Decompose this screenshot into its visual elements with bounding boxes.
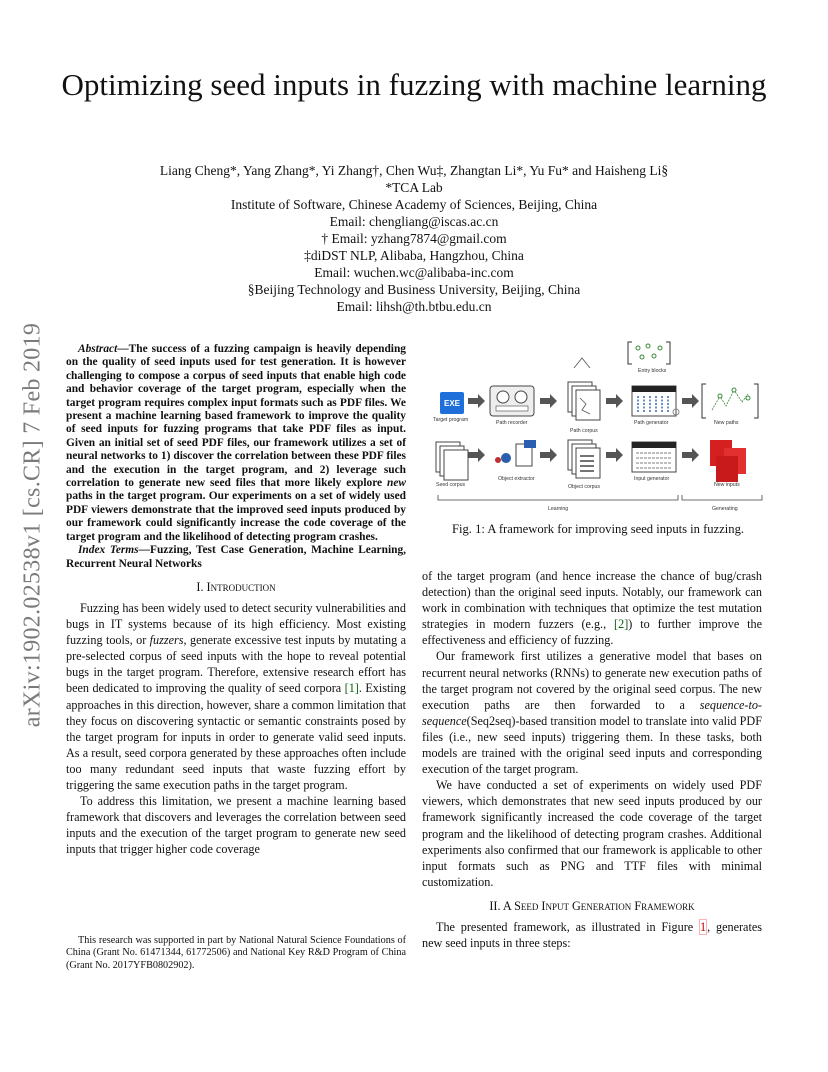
label-new-inputs: New inputs — [714, 482, 740, 488]
generating-bracket — [682, 495, 762, 500]
paper-title: Optimizing seed inputs in fuzzing with machine learning — [61, 67, 767, 102]
paragraph: Fuzzing has been widely used to detect security vulnerabilities and bugs in IT systems because of its high efficiency. Most existing fuzzing tools, or fuzzers, generate excessive test inputs by mutating a pre-selected corpus of seed inputs with the hope to reveal potential bugs in the target program. Therefore, extensive research effort has been dedicated to improving the quality of seed corpora [1]. Existing approaches in this direction, however, share a common limitation that they focus on discovering syntactic or semantic constraints posed by the target program for inputs in order to generate valid seed inputs. As a result, seed corpora generated by these approaches often include too many redundant seed inputs that waste fuzzing effort by triggering the same execution paths in the target program. — [66, 601, 406, 793]
affiliation-line: Email: lihsh@th.btbu.edu.cn — [336, 299, 492, 314]
label-entry-blocks: Entry blocks — [638, 368, 667, 374]
new-inputs-icon — [710, 440, 746, 482]
svg-text:EXE: EXE — [444, 399, 461, 408]
paragraph: We have conducted a set of experiments on widely used PDF viewers, which demonstrates that new seed inputs produced by our framework significantly increased the code coverage of the target program and the likelihood of detecting program crashes. Additional experiments also confirmed that our framework is applicable to other input formats such as PNG and TTF files with minimal customization. — [422, 778, 762, 889]
author-names: Liang Cheng*, Yang Zhang*, Yi Zhang†, Chen Wu‡, Zhangtan Li*, Yu Fu* and Haisheng Li§ — [159, 163, 669, 178]
paragraph: of the target program (and hence increase the chance of bug/crash detection) than the original seed inputs. Notably, our framework can work in combination with techniques that optimize the test mutation strategies in modern fuzzers (e.g., [2]) to further improve the effectiveness and efficiency of fuzzing. — [422, 569, 763, 648]
section-heading-framework: II. A Seed Input Generation Framework — [489, 898, 695, 913]
label-input-generator: Input generator — [634, 476, 670, 482]
abstract: Abstract—The success of a fuzzing campaign is heavily depending on the quality of seed inputs used for test generation. It is however challenging to compose a corpus of seed inputs that enable high code and behavior coverage of the target program, especially when the target program requires complex input formats such as PDF files. We present a machine learning based framework to improve the quality of seed inputs for fuzzing programs that take PDF files as input. Given an initial set of seed PDF files, our framework utilizes a set of neural networks to 1) discover the correlation between these PDF files and the execution in the target program, and 2) leverage such correlation to generate new seed files that more likely explore new paths in the target program. Our experiments on a set of widely used PDF viewers demonstrate that the improved seed inputs produced by our framework could significantly increase the code coverage of the target program and the likelihood of detecting program crashes. — [66, 343, 406, 543]
index-terms: Index Terms—Fuzzing, Test Case Generation, Machine Learning, Recurrent Neural Networks — [66, 544, 406, 570]
label-path-corpus: Path corpus — [570, 428, 598, 434]
label-target-program: Target program — [433, 417, 469, 423]
section-heading-introduction: I. Introduction — [196, 579, 276, 594]
paragraph: The presented framework, as illustrated in Figure 1, generates new seed inputs in three steps: — [422, 919, 762, 951]
entry-blocks-icon — [628, 342, 670, 364]
label-object-corpus: Object corpus — [568, 484, 601, 490]
affiliation-line: Institute of Software, Chinese Academy of Sciences, Beijing, China — [230, 197, 598, 212]
citation-link[interactable]: [2] — [614, 617, 629, 632]
footnote-text: This research was supported in part by National Natural Science Foundations of China (Grant No. 61471344, 61772506) and National Key R&D Program of China (Grant No. 2017YFB0802902). — [66, 935, 406, 971]
affiliation-line: *TCA Lab — [385, 180, 443, 195]
figure-ref-link[interactable]: 1 — [700, 919, 707, 934]
affiliation-line: Email: wuchen.wc@alibaba-inc.com — [314, 265, 514, 280]
label-learning: Learning — [548, 506, 569, 512]
new-paths-icon — [702, 384, 758, 418]
right-column — [422, 568, 762, 951]
label-path-recorder: Path recorder — [496, 420, 528, 426]
label-new-paths: New paths — [714, 420, 739, 426]
footnote — [66, 935, 406, 972]
framework-figure — [428, 340, 768, 515]
affiliation-line: §Beijing Technology and Business University, Beijing, China — [247, 282, 581, 297]
abstract-emph: new — [387, 477, 406, 490]
object-corpus-icon — [568, 440, 600, 478]
label-seed-corpus: Seed corpus — [436, 482, 466, 488]
label-object-extractor: Object extractor — [498, 476, 535, 482]
path-recorder-icon — [490, 386, 534, 416]
affiliation-line: Email: chengliang@iscas.ac.cn — [329, 214, 499, 229]
index-terms-label: Index Terms — [78, 544, 139, 557]
path-generator-icon — [632, 386, 679, 416]
left-column — [66, 343, 406, 858]
paragraph: Our framework first utilizes a generative model that bases on recurrent neural networks (RNNs) to generate new execution paths of the target program not covered by the original seed corpus. The new execution paths are then forwarded to a sequence-to-sequence(Seq2seq)-based transition model to translate into valid PDF files (i.e., new seed inputs) triggering them. In these tasks, both models are trained with the original seed inputs and corresponding execution of the target program. — [422, 649, 762, 777]
arxiv-id: arXiv:1902.02538v1 [cs.CR] 7 Feb 2019 — [19, 322, 46, 728]
label-path-generator: Path generator — [634, 420, 669, 426]
path-corpus-icon — [568, 358, 600, 420]
abstract-label: Abstract — [78, 343, 118, 355]
target-program-icon — [440, 392, 464, 414]
input-generator-icon — [632, 442, 676, 472]
label-generating: Generating — [712, 506, 738, 512]
figure-caption: Fig. 1: A framework for improving seed inputs in fuzzing. — [451, 522, 745, 536]
arxiv-stamp — [18, 295, 48, 755]
citation-link[interactable]: [1] — [344, 681, 359, 696]
object-extractor-icon — [495, 440, 536, 466]
author-block — [60, 162, 768, 315]
affiliation-line: † Email: yzhang7874@gmail.com — [321, 231, 507, 246]
seed-corpus-icon — [436, 442, 468, 480]
paragraph: To address this limitation, we present a machine learning based framework that discovers and leverages the correlation between seed inputs and the execution of the target program to generate new seed inputs that trigger higher code coverage — [66, 794, 406, 857]
affiliation-line: ‡diDST NLP, Alibaba, Hangzhou, China — [304, 248, 524, 263]
learning-bracket — [438, 495, 678, 500]
